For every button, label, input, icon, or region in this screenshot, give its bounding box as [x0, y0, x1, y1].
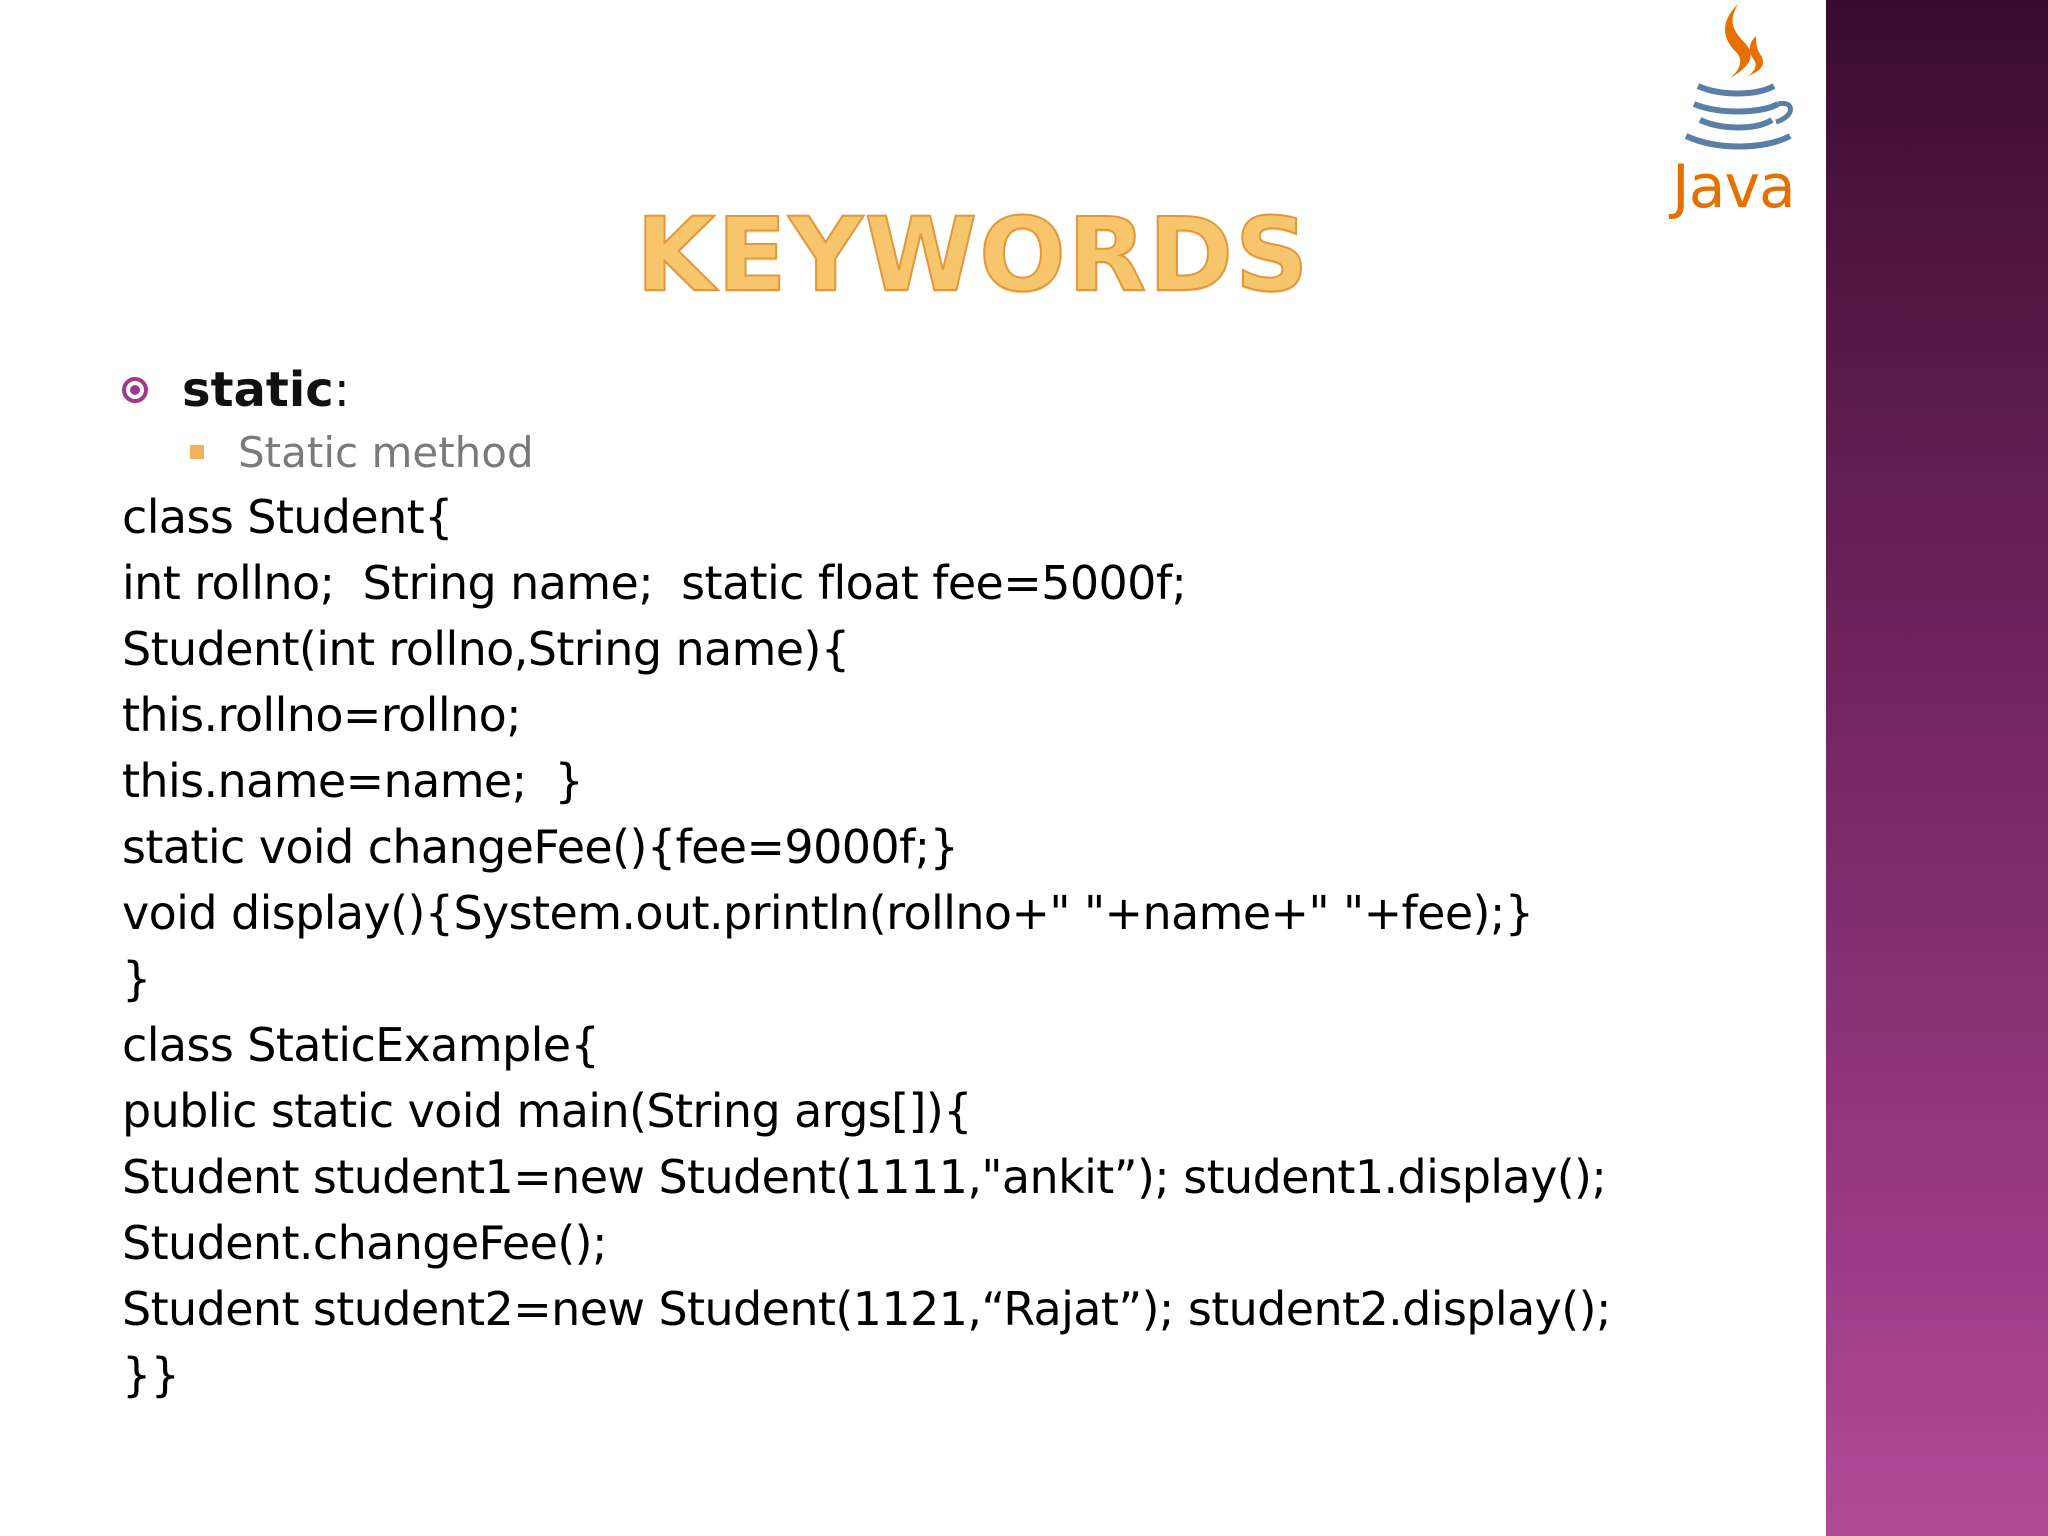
code-line: }} — [122, 1348, 180, 1402]
code-line: Student.changeFee(); — [122, 1216, 607, 1270]
circle-bullet-icon — [122, 377, 148, 403]
code-block — [122, 484, 1611, 1408]
slide-title: KEYWORDS — [636, 196, 1311, 315]
code-line: void display(){System.out.println(rollno+" "+name+" "+fee);} — [122, 886, 1534, 940]
bullet-static — [122, 360, 350, 420]
code-line: this.rollno=rollno; — [122, 688, 522, 742]
code-line: int rollno; String name; static float fee=5000f; — [122, 556, 1187, 610]
code-line: public static void main(String args[]){ — [122, 1084, 972, 1138]
sub-bullet-static-method — [190, 426, 534, 478]
code-line: class Student{ — [122, 490, 453, 544]
code-line: Student student1=new Student(1111,"ankit”); student1.display(); — [122, 1150, 1607, 1204]
bullet-keyword: static — [182, 362, 334, 418]
bullet-text — [182, 362, 350, 418]
code-line: static void changeFee(){fee=9000f;} — [122, 820, 959, 874]
sub-bullet-text: Static method — [238, 427, 534, 477]
square-bullet-icon — [190, 445, 204, 459]
side-band — [1826, 0, 2048, 1536]
code-line: Student(int rollno,String name){ — [122, 622, 850, 676]
code-line: this.name=name; } — [122, 754, 584, 808]
bullet-suffix: : — [333, 362, 350, 418]
code-line: } — [122, 952, 151, 1006]
code-line: class StaticExample{ — [122, 1018, 600, 1072]
java-logo-text: Java — [1672, 152, 1795, 222]
code-line: Student student2=new Student(1121,“Rajat”); student2.display(); — [122, 1282, 1611, 1336]
